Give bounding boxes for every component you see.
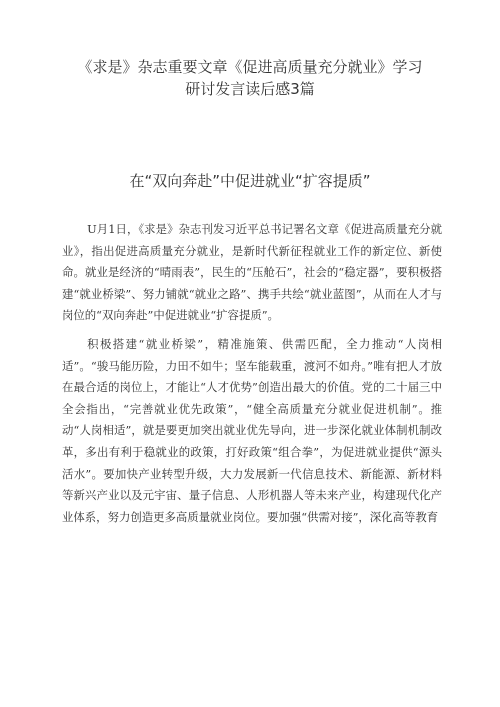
section-heading: 在“双向奔赴”中促进就业“扩容提质”: [129, 172, 371, 190]
document-title-line-2: 研讨发言读后感3篇: [185, 80, 315, 98]
document-title-line-1: 《求是》杂志重要文章《促进高质量充分就业》学习: [77, 58, 423, 76]
body-text: [62, 219, 442, 535]
paragraph-1: U月1日，《求是》杂志刊发习近平总书记署名文章《促进高质量充分就业》，指出促进高质量充分就业，是新时代新征程就业工作的新定位、新使命。就业是经济的“晴雨表”，民生的“压舱石”，社会的“稳定器”，要积极搭建“就业桥梁”、努力铺就“就业之路”、携手共绘“就业蓝图”，从而在人才与岗位的“双向奔赴”中促进就业“扩容提质”。: [62, 222, 442, 323]
document-title: [0, 56, 500, 100]
paragraph-2: 积极搭建“就业桥梁”，精准施策、供需匹配，全力推动“人岗相适”。“骏马能历险，力田不如牛；坚车能载重，渡河不如舟。”唯有把人才放在最合适的岗位上，才能让“人才优势”创造出最大的价值。党的二十届三中全会指出，“完善就业优先政策”，“健全高质量充分就业促进机制”。推动“人岗相适”，就是要更加突出就业优先导向，进一步深化就业体制机制改革，多出有利于稳就业的政策，打好政策“组合拳”，为促进就业提供“源头活水”。要加快产业转型升级，大力发展新一代信息技术、新能源、新材料等新兴产业以及元宇宙、量子信息、人形机器人等未来产业，构建现代化产业体系，努力创造更多高质量就业岗位。要加强“供需对接”，深化高等教育: [62, 336, 442, 524]
